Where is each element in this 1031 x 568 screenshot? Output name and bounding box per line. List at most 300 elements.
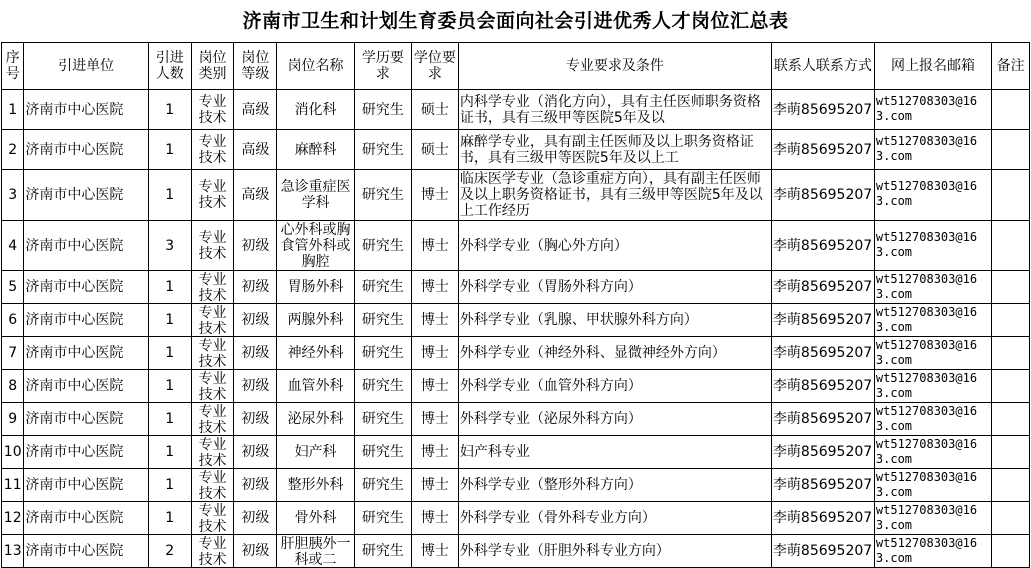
cell-requirements: 外科学专业（整形外科方向） <box>459 477 642 493</box>
cell-seq-cell <box>2 170 24 221</box>
cell-count-cell <box>148 271 191 304</box>
cell-level: 高级 <box>241 141 270 158</box>
cell-unit-cell <box>24 469 148 502</box>
cell-seq-cell <box>2 502 24 535</box>
cell-unit: 济南市中心医院 <box>25 141 124 158</box>
header-unit: 引进单位 <box>24 43 148 90</box>
cell-degree-cell <box>411 469 458 502</box>
cell-unit: 济南市中心医院 <box>25 187 124 203</box>
cell-level: 初级 <box>241 510 270 526</box>
cell-education-cell <box>354 221 411 271</box>
cell-remark-cell <box>992 221 1030 271</box>
cell-education-cell <box>354 271 411 304</box>
cell-count: 1 <box>165 101 175 118</box>
cell-count-cell <box>148 502 191 535</box>
cell-degree-cell <box>411 370 458 403</box>
cell-email-cell <box>874 90 991 130</box>
cell-unit-cell <box>24 130 148 170</box>
cell-seq: 11 <box>3 477 22 493</box>
header-count: 引进人数 <box>148 43 191 90</box>
cell-unit: 济南市中心医院 <box>25 411 124 427</box>
cell-seq-cell <box>2 337 24 370</box>
cell-degree-cell <box>411 502 458 535</box>
cell-count: 2 <box>165 543 175 559</box>
cell-level-cell <box>234 502 277 535</box>
cell-contact: 李萌85695207 <box>772 444 873 460</box>
cell-education-cell <box>354 469 411 502</box>
cell-unit: 济南市中心医院 <box>25 543 124 559</box>
cell-level-cell <box>234 370 277 403</box>
cell-seq-cell <box>2 90 24 130</box>
cell-seq: 5 <box>8 279 18 295</box>
header-category: 岗位类别 <box>191 43 234 90</box>
cell-count-cell <box>148 221 191 271</box>
cell-education: 研究生 <box>361 345 404 361</box>
cell-email-cell <box>874 271 991 304</box>
table-row <box>2 535 1030 568</box>
cell-unit: 济南市中心医院 <box>25 510 124 526</box>
cell-email: wt512708303@163.com <box>875 535 978 565</box>
cell-remark-cell <box>992 90 1030 130</box>
cell-degree: 博士 <box>420 477 449 493</box>
header-seq: 序号 <box>2 43 24 90</box>
cell-education-cell <box>354 403 411 436</box>
cell-requirements: 临床医学专业（急诊重症方向），具有副主任医师及以上职务资格证书，具有三级甲等医院5年及以上工作经历 <box>459 171 763 219</box>
cell-position-cell <box>277 271 355 304</box>
cell-position-cell <box>277 370 355 403</box>
header-degree: 学位要求 <box>411 43 458 90</box>
cell-education-cell <box>354 436 411 469</box>
cell-seq: 7 <box>8 345 18 361</box>
cell-email: wt512708303@163.com <box>875 133 978 163</box>
cell-level: 初级 <box>241 237 270 254</box>
cell-position: 麻醉科 <box>294 141 337 158</box>
cell-requirements: 麻醉学专业，具有副主任医师及以上职务资格证书，具有三级甲等医院5年及以上工 <box>459 133 754 166</box>
cell-degree: 博士 <box>420 378 449 394</box>
cell-degree: 硕士 <box>420 101 449 118</box>
cell-education-cell <box>354 304 411 337</box>
table-row <box>2 436 1030 469</box>
cell-count: 1 <box>165 378 175 394</box>
cell-category-cell <box>191 304 234 337</box>
cell-unit-cell <box>24 370 148 403</box>
cell-remark-cell <box>992 130 1030 170</box>
cell-position-cell <box>277 304 355 337</box>
cell-level: 初级 <box>241 378 270 394</box>
cell-remark-cell <box>992 304 1030 337</box>
cell-position: 妇产科 <box>294 444 337 460</box>
cell-position-cell <box>277 170 355 221</box>
cell-contact-cell <box>771 170 874 221</box>
cell-requirements-cell <box>458 90 771 130</box>
cell-position-cell <box>277 337 355 370</box>
cell-count-cell <box>148 403 191 436</box>
cell-requirements: 外科学专业（骨外科专业方向） <box>459 510 656 526</box>
cell-email: wt512708303@163.com <box>875 179 978 208</box>
cell-level-cell <box>234 337 277 370</box>
cell-contact-cell <box>771 130 874 170</box>
cell-degree: 博士 <box>420 510 449 526</box>
cell-contact: 李萌85695207 <box>772 345 873 361</box>
cell-seq: 10 <box>3 444 22 460</box>
cell-category-cell <box>191 502 234 535</box>
cell-requirements: 外科学专业（胃肠外科方向） <box>459 279 642 295</box>
cell-education-cell <box>354 170 411 221</box>
cell-seq-cell <box>2 469 24 502</box>
table-row <box>2 502 1030 535</box>
cell-email-cell <box>874 130 991 170</box>
cell-requirements-cell <box>458 535 771 568</box>
table-row <box>2 221 1030 271</box>
cell-count-cell <box>148 370 191 403</box>
cell-contact: 李萌85695207 <box>772 411 873 427</box>
cell-contact-cell <box>771 535 874 568</box>
cell-category: 专业技术 <box>198 337 227 369</box>
cell-position: 胃肠外科 <box>287 279 344 295</box>
cell-unit: 济南市中心医院 <box>25 378 124 394</box>
cell-category: 专业技术 <box>198 133 227 166</box>
cell-category: 专业技术 <box>198 535 227 567</box>
cell-category-cell <box>191 403 234 436</box>
cell-requirements-cell <box>458 370 771 403</box>
cell-requirements: 外科学专业（泌尿外科方向） <box>459 411 642 427</box>
table-title: 济南市卫生和计划生育委员会面向社会引进优秀人才岗位汇总表 <box>242 10 789 32</box>
table-row <box>2 130 1030 170</box>
cell-position: 血管外科 <box>287 378 344 394</box>
cell-contact: 李萌85695207 <box>772 101 873 118</box>
table-row <box>2 370 1030 403</box>
cell-unit-cell <box>24 337 148 370</box>
table-row <box>2 90 1030 130</box>
cell-education: 研究生 <box>361 279 404 295</box>
cell-level-cell <box>234 535 277 568</box>
cell-requirements: 妇产科专业 <box>459 444 530 460</box>
cell-email-cell <box>874 535 991 568</box>
cell-unit-cell <box>24 535 148 568</box>
cell-level-cell <box>234 436 277 469</box>
cell-contact: 李萌85695207 <box>772 237 873 254</box>
cell-unit-cell <box>24 502 148 535</box>
cell-level-cell <box>234 221 277 271</box>
cell-remark-cell <box>992 502 1030 535</box>
cell-level-cell <box>234 90 277 130</box>
positions-table <box>1 42 1030 568</box>
cell-degree: 博士 <box>420 237 449 254</box>
cell-count-cell <box>148 337 191 370</box>
cell-seq: 8 <box>8 378 18 394</box>
cell-seq: 2 <box>8 141 18 158</box>
cell-contact: 李萌85695207 <box>772 378 873 394</box>
cell-requirements-cell <box>458 271 771 304</box>
cell-education: 研究生 <box>361 378 404 394</box>
cell-education-cell <box>354 370 411 403</box>
table-row <box>2 170 1030 221</box>
cell-position: 两腺外科 <box>287 312 344 328</box>
cell-email-cell <box>874 502 991 535</box>
cell-count-cell <box>148 436 191 469</box>
cell-position: 泌尿外科 <box>287 411 344 427</box>
cell-position: 急诊重症医学科 <box>280 179 351 211</box>
cell-education: 研究生 <box>361 444 404 460</box>
cell-category-cell <box>191 90 234 130</box>
cell-requirements: 外科学专业（乳腺、甲状腺外科方向） <box>459 312 698 328</box>
cell-email-cell <box>874 170 991 221</box>
cell-remark-cell <box>992 337 1030 370</box>
cell-requirements: 外科学专业（胸心外方向） <box>459 237 628 254</box>
cell-unit: 济南市中心医院 <box>25 237 124 254</box>
cell-contact-cell <box>771 271 874 304</box>
cell-level: 初级 <box>241 345 270 361</box>
cell-email-cell <box>874 436 991 469</box>
cell-requirements: 内科学专业（消化方向），具有主任医师职务资格证书，具有三级甲等医院5年及以 <box>459 93 761 126</box>
cell-contact: 李萌85695207 <box>772 510 873 526</box>
cell-education-cell <box>354 535 411 568</box>
cell-degree-cell <box>411 403 458 436</box>
cell-requirements-cell <box>458 221 771 271</box>
cell-education: 研究生 <box>361 141 404 158</box>
cell-contact-cell <box>771 90 874 130</box>
cell-remark-cell <box>992 170 1030 221</box>
cell-education-cell <box>354 90 411 130</box>
cell-degree-cell <box>411 271 458 304</box>
cell-seq: 13 <box>3 543 22 559</box>
cell-unit: 济南市中心医院 <box>25 279 124 295</box>
cell-remark-cell <box>992 271 1030 304</box>
cell-position: 肝胆胰外一科或二 <box>280 535 351 567</box>
cell-requirements: 外科学专业（肝胆外科专业方向） <box>459 543 670 559</box>
cell-requirements-cell <box>458 304 771 337</box>
cell-category: 专业技术 <box>198 229 227 262</box>
cell-requirements-cell <box>458 130 771 170</box>
cell-level: 初级 <box>241 279 270 295</box>
cell-education: 研究生 <box>361 477 404 493</box>
cell-requirements-cell <box>458 170 771 221</box>
cell-category-cell <box>191 271 234 304</box>
cell-seq: 4 <box>8 237 18 254</box>
cell-requirements-cell <box>458 436 771 469</box>
cell-education: 研究生 <box>361 510 404 526</box>
cell-contact-cell <box>771 469 874 502</box>
table-row <box>2 304 1030 337</box>
cell-category: 专业技术 <box>198 403 227 435</box>
cell-contact: 李萌85695207 <box>772 187 873 203</box>
cell-degree-cell <box>411 170 458 221</box>
cell-level: 初级 <box>241 444 270 460</box>
cell-seq: 9 <box>8 411 18 427</box>
cell-education: 研究生 <box>361 237 404 254</box>
cell-contact-cell <box>771 502 874 535</box>
cell-education: 研究生 <box>361 411 404 427</box>
cell-education: 研究生 <box>361 543 404 559</box>
cell-degree: 博士 <box>420 543 449 559</box>
cell-category-cell <box>191 170 234 221</box>
cell-category-cell <box>191 535 234 568</box>
cell-level-cell <box>234 271 277 304</box>
cell-requirements: 外科学专业（血管外科方向） <box>459 378 642 394</box>
cell-email: wt512708303@163.com <box>875 370 978 400</box>
cell-position: 整形外科 <box>287 477 344 493</box>
cell-seq: 12 <box>3 510 22 526</box>
cell-email-cell <box>874 221 991 271</box>
cell-position-cell <box>277 436 355 469</box>
cell-unit: 济南市中心医院 <box>25 312 124 328</box>
cell-degree: 硕士 <box>420 141 449 158</box>
cell-unit-cell <box>24 221 148 271</box>
cell-remark-cell <box>992 403 1030 436</box>
cell-degree: 博士 <box>420 312 449 328</box>
cell-count-cell <box>148 469 191 502</box>
cell-email: wt512708303@163.com <box>875 502 978 532</box>
table-row <box>2 271 1030 304</box>
cell-unit: 济南市中心医院 <box>25 101 124 118</box>
cell-level-cell <box>234 403 277 436</box>
cell-category: 专业技术 <box>198 469 227 501</box>
cell-email-cell <box>874 304 991 337</box>
cell-category-cell <box>191 469 234 502</box>
cell-level: 初级 <box>241 411 270 427</box>
cell-degree-cell <box>411 436 458 469</box>
cell-seq-cell <box>2 535 24 568</box>
cell-category-cell <box>191 436 234 469</box>
cell-email: wt512708303@163.com <box>875 304 978 334</box>
cell-position-cell <box>277 130 355 170</box>
cell-count: 1 <box>165 345 175 361</box>
cell-level: 高级 <box>241 187 270 203</box>
cell-contact-cell <box>771 337 874 370</box>
cell-category: 专业技术 <box>198 93 227 126</box>
header-row <box>2 43 1030 90</box>
cell-level-cell <box>234 469 277 502</box>
cell-degree: 博士 <box>420 345 449 361</box>
cell-degree-cell <box>411 130 458 170</box>
cell-degree: 博士 <box>420 411 449 427</box>
cell-seq-cell <box>2 130 24 170</box>
cell-position-cell <box>277 90 355 130</box>
cell-level-cell <box>234 304 277 337</box>
cell-email-cell <box>874 337 991 370</box>
cell-requirements-cell <box>458 403 771 436</box>
cell-count-cell <box>148 535 191 568</box>
cell-email: wt512708303@163.com <box>875 271 978 301</box>
cell-position-cell <box>277 535 355 568</box>
cell-unit-cell <box>24 436 148 469</box>
header-contact: 联系人联系方式 <box>771 43 874 90</box>
cell-education-cell <box>354 502 411 535</box>
cell-category: 专业技术 <box>198 179 227 211</box>
cell-category: 专业技术 <box>198 502 227 534</box>
cell-contact: 李萌85695207 <box>772 279 873 295</box>
cell-seq-cell <box>2 304 24 337</box>
cell-email-cell <box>874 469 991 502</box>
cell-requirements-cell <box>458 502 771 535</box>
cell-count: 1 <box>165 187 175 203</box>
cell-seq-cell <box>2 271 24 304</box>
cell-seq: 1 <box>8 101 18 118</box>
cell-position-cell <box>277 221 355 271</box>
cell-email: wt512708303@163.com <box>875 436 978 466</box>
cell-count: 1 <box>165 141 175 158</box>
cell-level: 初级 <box>241 543 270 559</box>
cell-unit-cell <box>24 271 148 304</box>
cell-email: wt512708303@163.com <box>875 337 978 367</box>
cell-contact-cell <box>771 304 874 337</box>
cell-position: 消化科 <box>294 101 337 118</box>
cell-level-cell <box>234 130 277 170</box>
cell-email: wt512708303@163.com <box>875 93 978 123</box>
cell-seq-cell <box>2 436 24 469</box>
cell-remark-cell <box>992 370 1030 403</box>
cell-category-cell <box>191 130 234 170</box>
cell-degree-cell <box>411 304 458 337</box>
cell-count: 3 <box>165 237 175 254</box>
cell-seq-cell <box>2 403 24 436</box>
cell-unit-cell <box>24 90 148 130</box>
header-education: 学历要求 <box>354 43 411 90</box>
cell-count-cell <box>148 170 191 221</box>
cell-position-cell <box>277 502 355 535</box>
cell-category-cell <box>191 221 234 271</box>
cell-count: 1 <box>165 411 175 427</box>
cell-unit-cell <box>24 403 148 436</box>
cell-category-cell <box>191 337 234 370</box>
cell-education: 研究生 <box>361 187 404 203</box>
cell-degree: 博士 <box>420 444 449 460</box>
table-row <box>2 469 1030 502</box>
cell-count-cell <box>148 304 191 337</box>
header-level: 岗位等级 <box>234 43 277 90</box>
cell-level: 初级 <box>241 312 270 328</box>
cell-category: 专业技术 <box>198 370 227 402</box>
cell-position: 神经外科 <box>287 345 344 361</box>
header-remark: 备注 <box>992 43 1030 90</box>
cell-count-cell <box>148 90 191 130</box>
cell-seq: 3 <box>8 187 18 203</box>
header-position: 岗位名称 <box>277 43 355 90</box>
cell-email: wt512708303@163.com <box>875 403 978 433</box>
cell-remark-cell <box>992 436 1030 469</box>
cell-degree: 博士 <box>420 279 449 295</box>
cell-category-cell <box>191 370 234 403</box>
cell-contact: 李萌85695207 <box>772 543 873 559</box>
cell-seq: 6 <box>8 312 18 328</box>
cell-remark-cell <box>992 535 1030 568</box>
cell-email-cell <box>874 370 991 403</box>
cell-contact: 李萌85695207 <box>772 312 873 328</box>
cell-seq-cell <box>2 221 24 271</box>
cell-email: wt512708303@163.com <box>875 229 978 259</box>
cell-requirements-cell <box>458 469 771 502</box>
cell-requirements: 外科学专业（神经外科、显微神经外方向） <box>459 345 726 361</box>
cell-education-cell <box>354 130 411 170</box>
cell-email-cell <box>874 403 991 436</box>
cell-contact-cell <box>771 403 874 436</box>
cell-category: 专业技术 <box>198 304 227 336</box>
cell-contact-cell <box>771 221 874 271</box>
cell-position: 心外科或胸食管外科或胸腔 <box>280 221 351 270</box>
cell-count: 1 <box>165 477 175 493</box>
cell-unit: 济南市中心医院 <box>25 345 124 361</box>
cell-count: 1 <box>165 444 175 460</box>
cell-remark-cell <box>992 469 1030 502</box>
cell-level: 初级 <box>241 477 270 493</box>
cell-requirements-cell <box>458 337 771 370</box>
cell-unit: 济南市中心医院 <box>25 477 124 493</box>
cell-education: 研究生 <box>361 312 404 328</box>
cell-position-cell <box>277 469 355 502</box>
cell-unit: 济南市中心医院 <box>25 444 124 460</box>
cell-level: 高级 <box>241 101 270 118</box>
cell-degree-cell <box>411 337 458 370</box>
